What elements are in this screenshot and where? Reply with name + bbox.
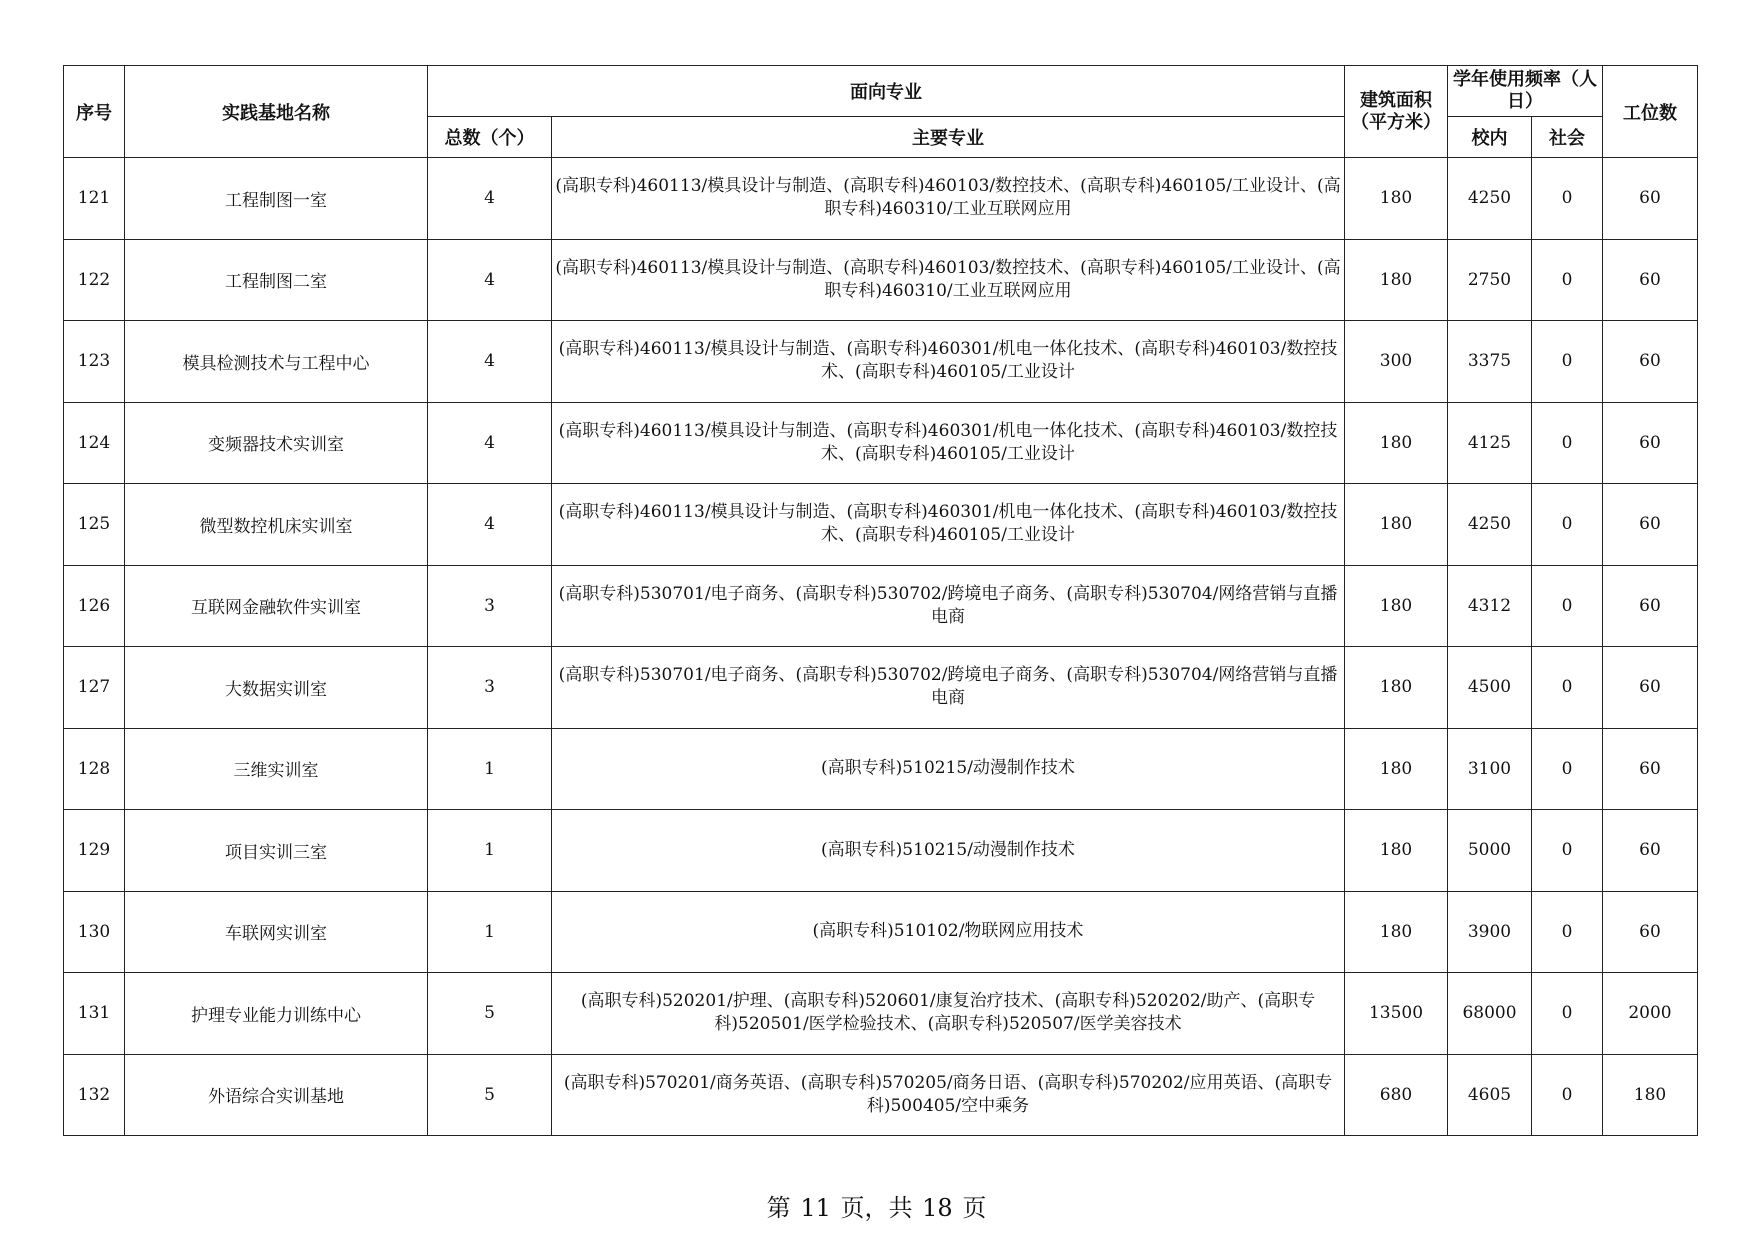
cell-society-usage: 0 bbox=[1532, 810, 1603, 892]
table-row bbox=[64, 728, 1698, 810]
cell-total: 5 bbox=[428, 1054, 552, 1136]
cell-majors: (高职专科)460113/模具设计与制造、(高职专科)460103/数控技术、(高职专科)460105/工业设计、(高职专科)460310/工业互联网应用 bbox=[552, 239, 1345, 321]
table-body bbox=[64, 158, 1698, 1136]
cell-total: 3 bbox=[428, 647, 552, 729]
cell-majors: (高职专科)510102/物联网应用技术 bbox=[552, 891, 1345, 973]
cell-majors: (高职专科)460113/模具设计与制造、(高职专科)460103/数控技术、(高职专科)460105/工业设计、(高职专科)460310/工业互联网应用 bbox=[552, 158, 1345, 240]
table-row bbox=[64, 647, 1698, 729]
cell-base-name: 互联网金融软件实训室 bbox=[125, 565, 428, 647]
footer-prefix: 第 bbox=[766, 1194, 791, 1222]
cell-seq: 127 bbox=[64, 647, 125, 729]
cell-base-name: 变频器技术实训室 bbox=[125, 402, 428, 484]
cell-total: 4 bbox=[428, 321, 552, 403]
table-row bbox=[64, 484, 1698, 566]
cell-society-usage: 0 bbox=[1532, 484, 1603, 566]
cell-base-name: 微型数控机床实训室 bbox=[125, 484, 428, 566]
cell-total: 1 bbox=[428, 728, 552, 810]
cell-majors: (高职专科)530701/电子商务、(高职专科)530702/跨境电子商务、(高职专科)530704/网络营销与直播电商 bbox=[552, 565, 1345, 647]
cell-majors: (高职专科)530701/电子商务、(高职专科)530702/跨境电子商务、(高职专科)530704/网络营销与直播电商 bbox=[552, 647, 1345, 729]
cell-base-name: 三维实训室 bbox=[125, 728, 428, 810]
cell-area: 180 bbox=[1345, 810, 1448, 892]
cell-total: 4 bbox=[428, 484, 552, 566]
cell-total: 3 bbox=[428, 565, 552, 647]
header-society: 社会 bbox=[1532, 117, 1603, 158]
cell-society-usage: 0 bbox=[1532, 973, 1603, 1055]
cell-stations: 60 bbox=[1603, 647, 1698, 729]
cell-total: 4 bbox=[428, 158, 552, 240]
cell-stations: 180 bbox=[1603, 1054, 1698, 1136]
cell-seq: 122 bbox=[64, 239, 125, 321]
footer-total-pages: 18 bbox=[922, 1194, 953, 1222]
cell-majors: (高职专科)460113/模具设计与制造、(高职专科)460301/机电一体化技术、(高职专科)460103/数控技术、(高职专科)460105/工业设计 bbox=[552, 402, 1345, 484]
footer-current-page: 11 bbox=[800, 1194, 831, 1222]
cell-area: 180 bbox=[1345, 728, 1448, 810]
cell-stations: 60 bbox=[1603, 810, 1698, 892]
header-usage-frequency: 学年使用频率（人日） bbox=[1448, 66, 1603, 117]
cell-base-name: 护理专业能力训练中心 bbox=[125, 973, 428, 1055]
cell-seq: 124 bbox=[64, 402, 125, 484]
cell-seq: 129 bbox=[64, 810, 125, 892]
cell-base-name: 模具检测技术与工程中心 bbox=[125, 321, 428, 403]
cell-total: 5 bbox=[428, 973, 552, 1055]
cell-area: 180 bbox=[1345, 647, 1448, 729]
cell-base-name: 大数据实训室 bbox=[125, 647, 428, 729]
cell-majors: (高职专科)460113/模具设计与制造、(高职专科)460301/机电一体化技术、(高职专科)460103/数控技术、(高职专科)460105/工业设计 bbox=[552, 321, 1345, 403]
table-row bbox=[64, 239, 1698, 321]
header-stations: 工位数 bbox=[1603, 66, 1698, 158]
cell-majors: (高职专科)520201/护理、(高职专科)520601/康复治疗技术、(高职专科)520202/助产、(高职专科)520501/医学检验技术、(高职专科)520507/医学美容技术 bbox=[552, 973, 1345, 1055]
cell-stations: 60 bbox=[1603, 484, 1698, 566]
cell-stations: 60 bbox=[1603, 239, 1698, 321]
cell-campus-usage: 3375 bbox=[1448, 321, 1532, 403]
cell-total: 4 bbox=[428, 402, 552, 484]
cell-majors: (高职专科)510215/动漫制作技术 bbox=[552, 810, 1345, 892]
cell-total: 1 bbox=[428, 891, 552, 973]
cell-stations: 2000 bbox=[1603, 973, 1698, 1055]
cell-society-usage: 0 bbox=[1532, 1054, 1603, 1136]
table-row bbox=[64, 891, 1698, 973]
cell-seq: 123 bbox=[64, 321, 125, 403]
cell-seq: 128 bbox=[64, 728, 125, 810]
footer-suffix: 页 bbox=[962, 1194, 987, 1222]
table-row bbox=[64, 565, 1698, 647]
cell-campus-usage: 2750 bbox=[1448, 239, 1532, 321]
cell-stations: 60 bbox=[1603, 891, 1698, 973]
cell-campus-usage: 4250 bbox=[1448, 158, 1532, 240]
cell-seq: 126 bbox=[64, 565, 125, 647]
cell-base-name: 项目实训三室 bbox=[125, 810, 428, 892]
cell-campus-usage: 4250 bbox=[1448, 484, 1532, 566]
cell-campus-usage: 4605 bbox=[1448, 1054, 1532, 1136]
header-total: 总数（个） bbox=[428, 117, 552, 158]
cell-area: 300 bbox=[1345, 321, 1448, 403]
table-row bbox=[64, 158, 1698, 240]
header-base-name: 实践基地名称 bbox=[125, 66, 428, 158]
header-seq: 序号 bbox=[64, 66, 125, 158]
cell-area: 180 bbox=[1345, 484, 1448, 566]
cell-seq: 132 bbox=[64, 1054, 125, 1136]
cell-area: 180 bbox=[1345, 239, 1448, 321]
cell-majors: (高职专科)570201/商务英语、(高职专科)570205/商务日语、(高职专科)570202/应用英语、(高职专科)500405/空中乘务 bbox=[552, 1054, 1345, 1136]
cell-base-name: 工程制图一室 bbox=[125, 158, 428, 240]
header-row-1 bbox=[64, 66, 1698, 117]
cell-base-name: 车联网实训室 bbox=[125, 891, 428, 973]
header-campus: 校内 bbox=[1448, 117, 1532, 158]
cell-area: 680 bbox=[1345, 1054, 1448, 1136]
table-row bbox=[64, 402, 1698, 484]
cell-seq: 130 bbox=[64, 891, 125, 973]
cell-base-name: 工程制图二室 bbox=[125, 239, 428, 321]
header-area: 建筑面积（平方米） bbox=[1345, 66, 1448, 158]
cell-area: 180 bbox=[1345, 565, 1448, 647]
cell-area: 13500 bbox=[1345, 973, 1448, 1055]
footer-mid: 页，共 bbox=[840, 1194, 913, 1222]
cell-society-usage: 0 bbox=[1532, 158, 1603, 240]
cell-area: 180 bbox=[1345, 891, 1448, 973]
header-main-major: 主要专业 bbox=[552, 117, 1345, 158]
cell-seq: 121 bbox=[64, 158, 125, 240]
cell-seq: 131 bbox=[64, 973, 125, 1055]
cell-campus-usage: 4312 bbox=[1448, 565, 1532, 647]
cell-society-usage: 0 bbox=[1532, 565, 1603, 647]
practice-base-table bbox=[63, 65, 1698, 1136]
table-row bbox=[64, 321, 1698, 403]
cell-base-name: 外语综合实训基地 bbox=[125, 1054, 428, 1136]
cell-total: 4 bbox=[428, 239, 552, 321]
cell-society-usage: 0 bbox=[1532, 239, 1603, 321]
cell-campus-usage: 4500 bbox=[1448, 647, 1532, 729]
cell-campus-usage: 5000 bbox=[1448, 810, 1532, 892]
cell-majors: (高职专科)510215/动漫制作技术 bbox=[552, 728, 1345, 810]
cell-campus-usage: 68000 bbox=[1448, 973, 1532, 1055]
cell-total: 1 bbox=[428, 810, 552, 892]
cell-society-usage: 0 bbox=[1532, 728, 1603, 810]
cell-stations: 60 bbox=[1603, 158, 1698, 240]
cell-area: 180 bbox=[1345, 402, 1448, 484]
table-row bbox=[64, 973, 1698, 1055]
cell-seq: 125 bbox=[64, 484, 125, 566]
table-row bbox=[64, 1054, 1698, 1136]
cell-society-usage: 0 bbox=[1532, 402, 1603, 484]
cell-stations: 60 bbox=[1603, 728, 1698, 810]
cell-society-usage: 0 bbox=[1532, 891, 1603, 973]
cell-society-usage: 0 bbox=[1532, 321, 1603, 403]
cell-campus-usage: 4125 bbox=[1448, 402, 1532, 484]
cell-area: 180 bbox=[1345, 158, 1448, 240]
cell-society-usage: 0 bbox=[1532, 647, 1603, 729]
page-footer bbox=[0, 1188, 1753, 1223]
cell-stations: 60 bbox=[1603, 321, 1698, 403]
cell-stations: 60 bbox=[1603, 402, 1698, 484]
cell-stations: 60 bbox=[1603, 565, 1698, 647]
header-facing-major: 面向专业 bbox=[428, 66, 1345, 117]
cell-campus-usage: 3900 bbox=[1448, 891, 1532, 973]
table-row bbox=[64, 810, 1698, 892]
cell-majors: (高职专科)460113/模具设计与制造、(高职专科)460301/机电一体化技术、(高职专科)460103/数控技术、(高职专科)460105/工业设计 bbox=[552, 484, 1345, 566]
cell-campus-usage: 3100 bbox=[1448, 728, 1532, 810]
